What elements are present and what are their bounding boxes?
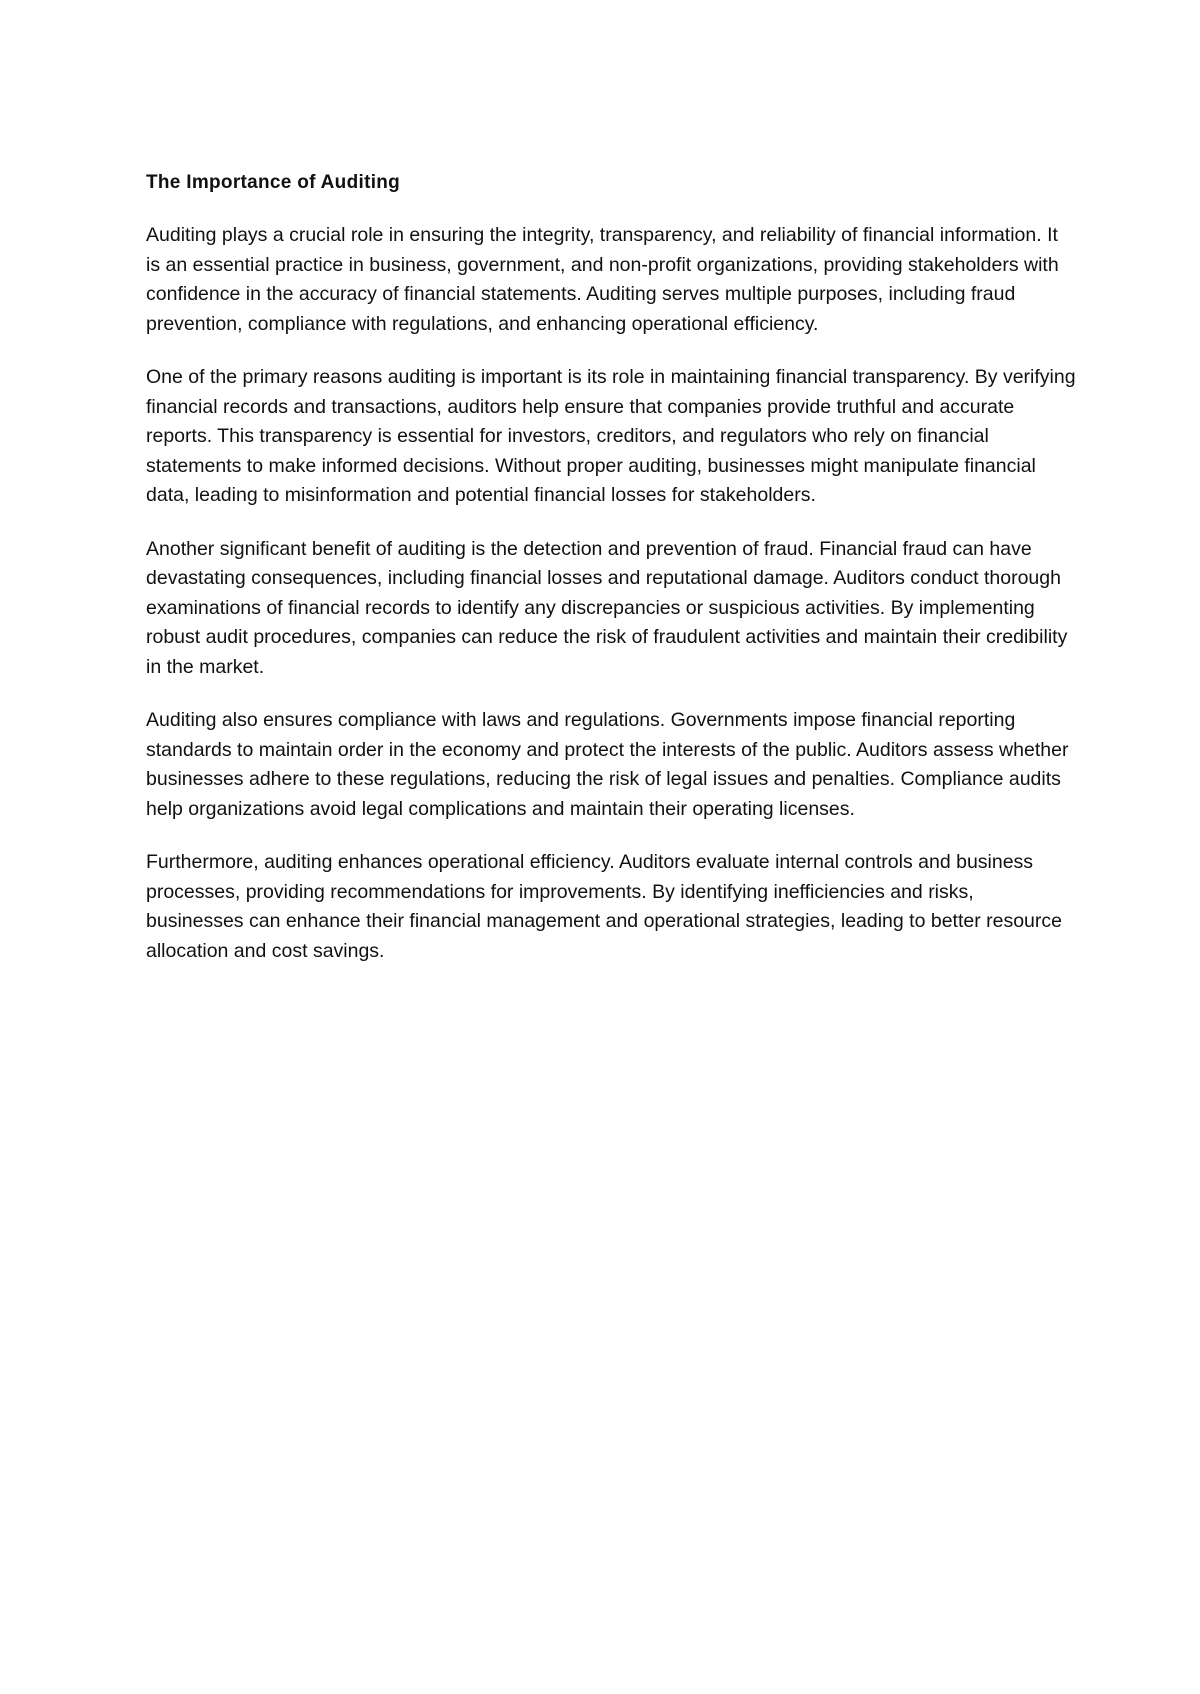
paragraph-transparency: One of the primary reasons auditing is important is its role in maintaining financial transparency. By verifying financial records and transactions, auditors help ensure that companies provide truthful and accurate reports. This transparency is essential for investors, creditors, and regulators who rely on financial statements to make informed decisions. Without proper auditing, businesses might manipulate financial data, leading to misinformation and potential financial losses for stakeholders. — [146, 366, 1076, 506]
document-title: The Importance of Auditing — [146, 172, 401, 193]
document-body — [146, 168, 1076, 990]
paragraph-efficiency: Furthermore, auditing enhances operational efficiency. Auditors evaluate internal controls and business processes, providing recommendations for improvements. By identifying inefficiencies and risks, businesses can enhance their financial management and operational strategies, leading to better resource allocation and cost savings. — [146, 851, 1062, 962]
paragraph-intro: Auditing plays a crucial role in ensuring the integrity, transparency, and reliability of financial information. It is an essential practice in business, government, and non-profit organizations, providing stakeholders with confidence in the accuracy of financial statements. Auditing serves multiple purposes, including fraud prevention, compliance with regulations, and enhancing operational efficiency. — [146, 224, 1059, 335]
paragraph-fraud: Another significant benefit of auditing is the detection and prevention of fraud. Financial fraud can have devastating consequences, including financial losses and reputational damage. Auditors conduct thorough examinations of financial records to identify any discrepancies or suspicious activities. By implementing robust audit procedures, companies can reduce the risk of fraudulent activities and maintain their credibility in the market. — [146, 537, 1068, 678]
paragraph-compliance: Auditing also ensures compliance with laws and regulations. Governments impose financial reporting standards to maintain order in the economy and protect the interests of the public. Auditors assess whether businesses adhere to these regulations, reducing the risk of legal issues and penalties. Compliance audits help organizations avoid legal complications and maintain their operating licenses. — [146, 709, 1069, 820]
